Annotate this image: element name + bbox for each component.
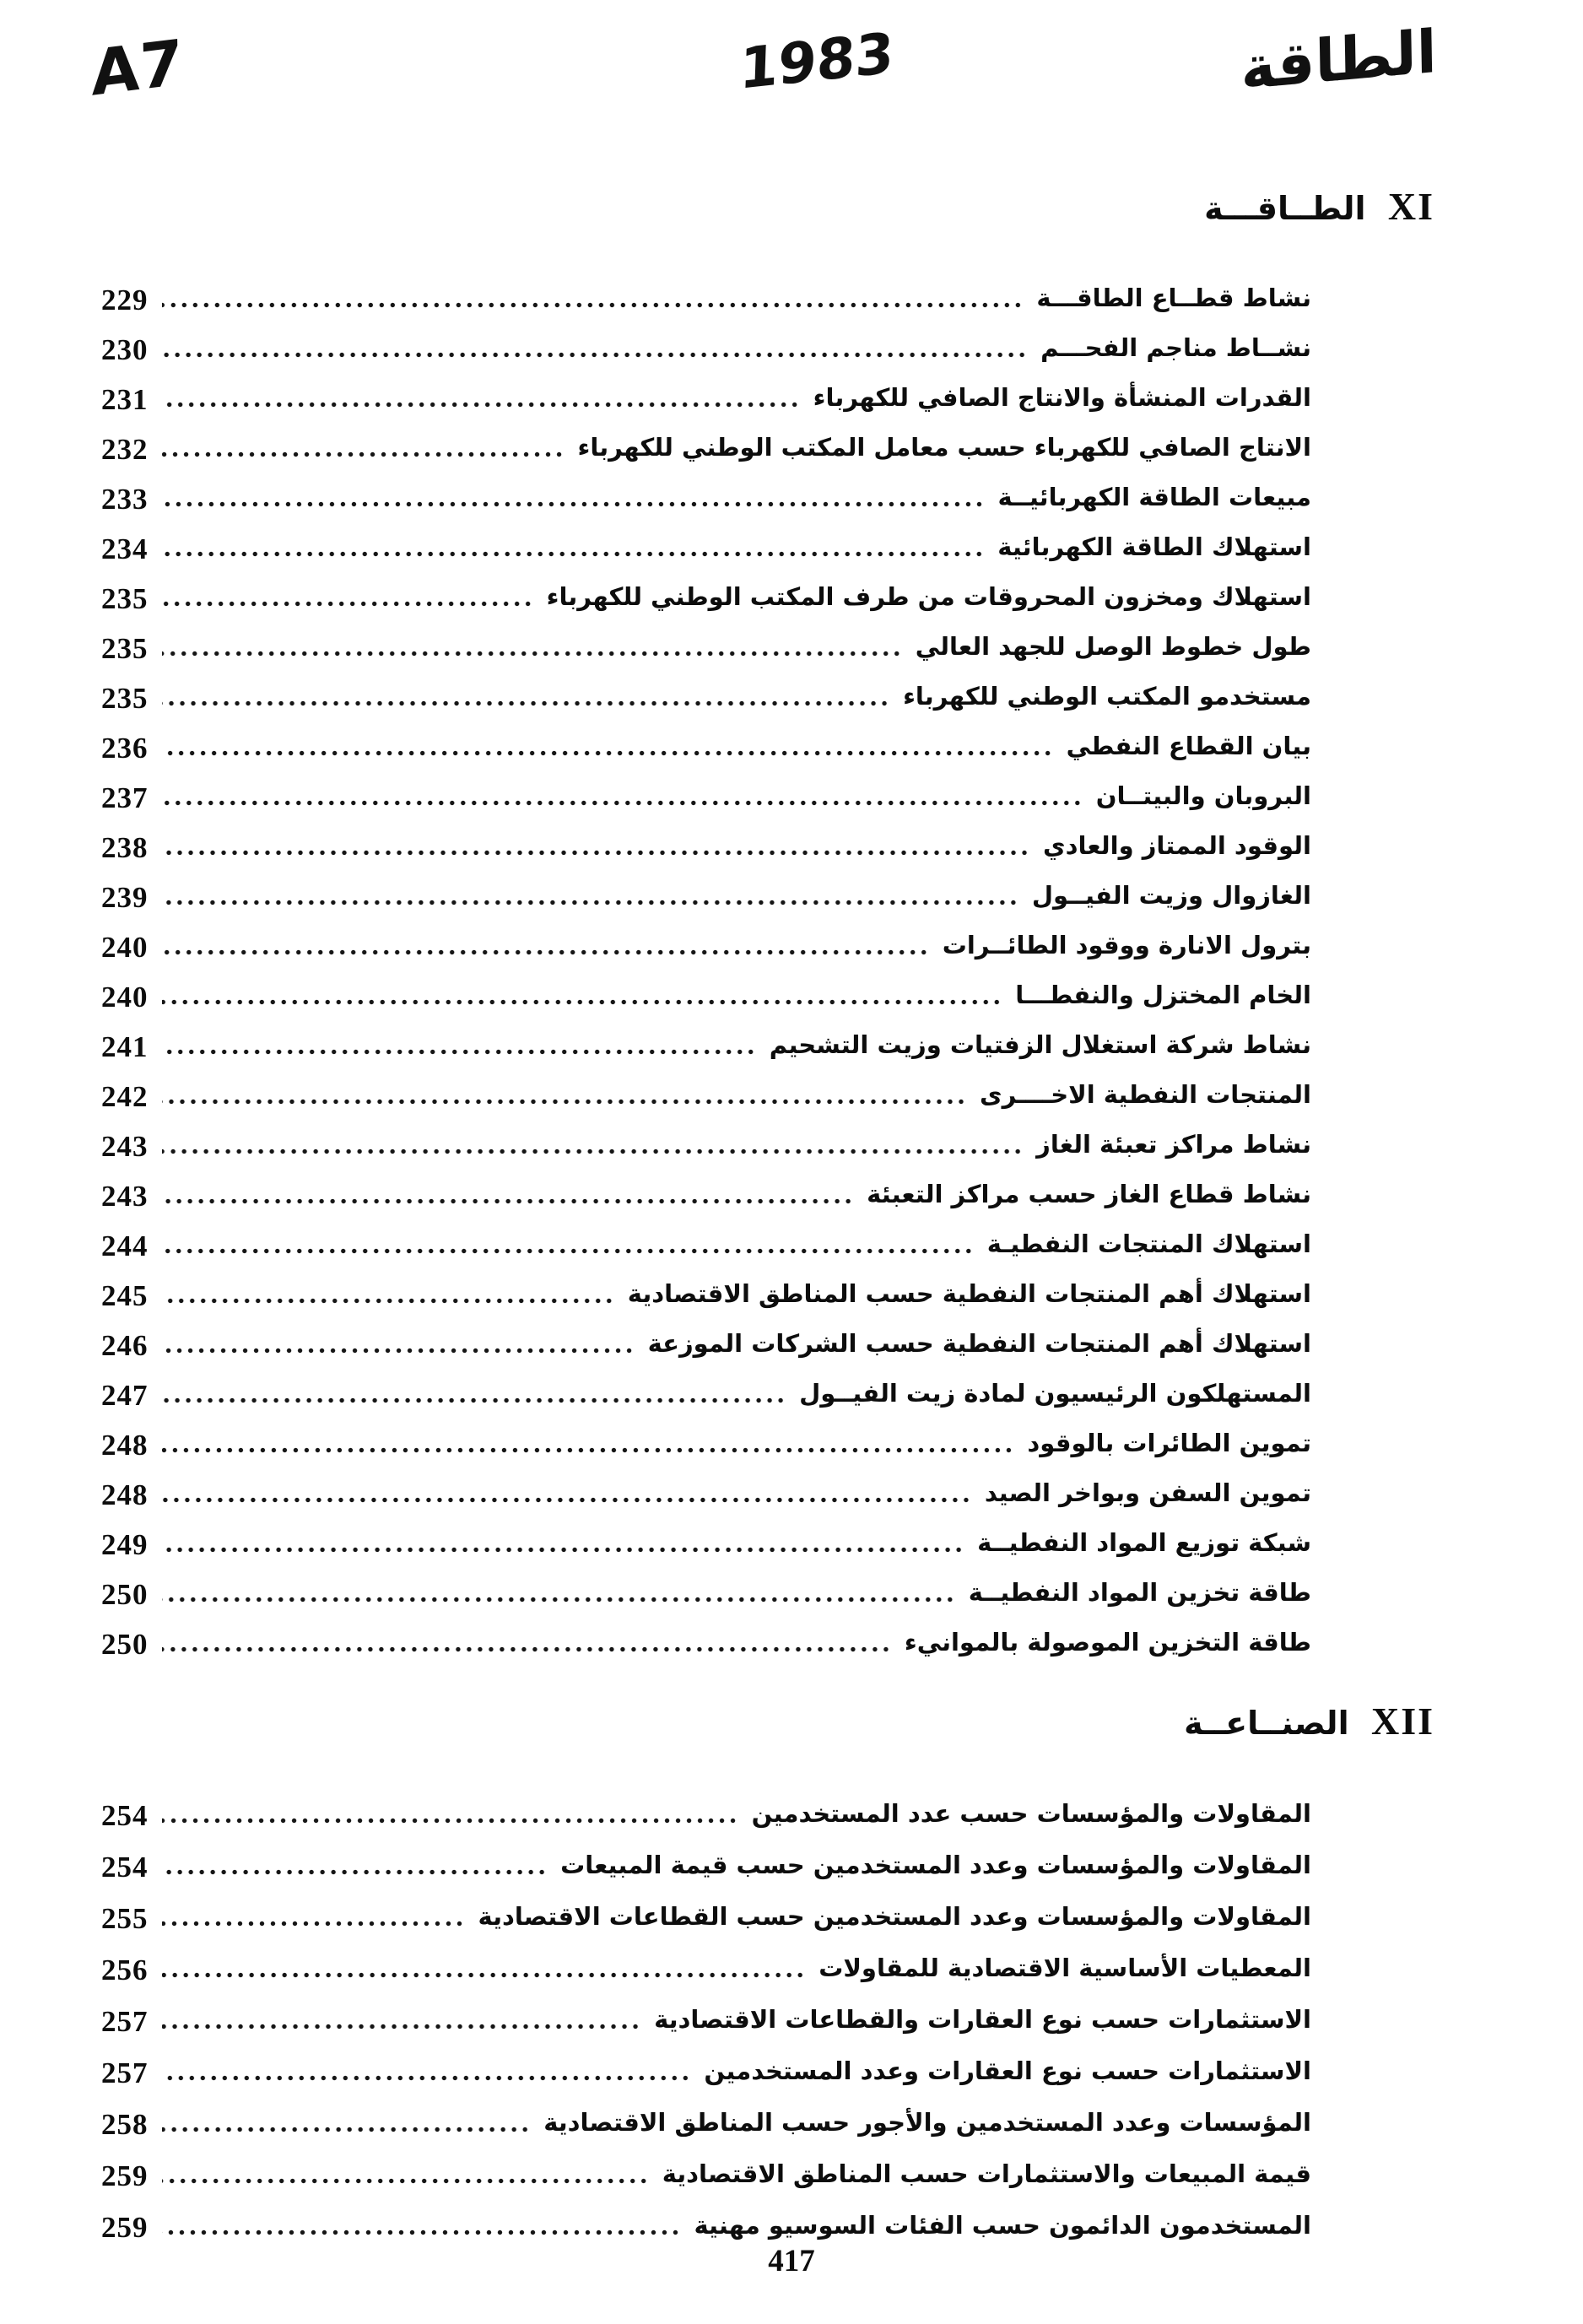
toc-entry-row xyxy=(101,1069,1311,1119)
toc-entry-title: نشــاط مناجم الفحـــم xyxy=(1040,332,1311,362)
toc-entry-page-number: 231 xyxy=(101,382,149,416)
section-entries xyxy=(101,273,1434,1667)
dot-leader xyxy=(162,1099,967,1105)
toc-entry-row xyxy=(101,372,1311,422)
dot-leader xyxy=(162,601,533,607)
toc-entry-row xyxy=(101,1567,1311,1617)
toc-entry-row xyxy=(101,1268,1311,1318)
toc-entry-title: المقاولات والمؤسسات حسب عدد المستخدمين xyxy=(751,1798,1311,1828)
toc-entry-row xyxy=(101,721,1311,770)
toc-entry-title: قيمة المبيعات والاستثمارات حسب المناطق الاقتصادية xyxy=(662,2159,1311,2188)
toc-entry-title: نشاط قطــاع الطاقـــة xyxy=(1036,283,1311,312)
section-title: الطــاقـــة xyxy=(1204,190,1366,227)
toc-entry-title: المقاولات والمؤسسات وعدد المستخدمين حسب القطاعات الاقتصادية xyxy=(478,1901,1311,1931)
toc-entry-row xyxy=(101,621,1311,671)
toc-entry-row xyxy=(101,1119,1311,1169)
dot-leader xyxy=(162,1198,854,1204)
dot-leader xyxy=(162,1397,786,1403)
dot-leader xyxy=(162,352,1028,358)
toc-entry-title: الاستثمارات حسب نوع العقارات وعدد المستخدمين xyxy=(704,2056,1311,2085)
toc-entry-title: المقاولات والمؤسسات وعدد المستخدمين حسب قيمة المبيعات xyxy=(560,1850,1311,1879)
dot-leader xyxy=(162,402,800,408)
toc-entry-title: طاقة تخزين المواد النفطيــة xyxy=(968,1577,1311,1607)
section-roman-numeral: XI xyxy=(1387,185,1434,228)
toc-entry-title: استهلاك أهم المنتجات النفطية حسب الشركات الموزعة xyxy=(647,1328,1311,1358)
toc-entry-row xyxy=(101,322,1311,372)
toc-entry-title: الغازوال وزيت الفيــول xyxy=(1031,880,1311,910)
toc-entry-title: استهلاك الطاقة الكهربائية xyxy=(997,532,1311,561)
dot-leader xyxy=(162,1497,971,1503)
dot-leader xyxy=(162,1547,964,1553)
toc-entry-title: استهلاك ومخزون المحروقات من طرف المكتب الوطني للكهرباء xyxy=(546,581,1311,611)
toc-entry-page-number: 232 xyxy=(101,432,149,466)
toc-entry-page-number: 237 xyxy=(101,781,149,814)
toc-entry-row xyxy=(101,920,1311,970)
section-roman-numeral: XII xyxy=(1370,1700,1434,1743)
dot-leader xyxy=(162,850,1030,856)
toc-entry-row xyxy=(101,770,1311,820)
toc-entry-page-number: 254 xyxy=(101,1850,149,1884)
toc-entry-page-number: 247 xyxy=(101,1378,149,1412)
toc-entry-page-number: 230 xyxy=(101,332,149,366)
dot-leader xyxy=(162,1248,974,1254)
toc-entry-row xyxy=(101,1019,1311,1069)
toc-entry-row xyxy=(101,1942,1311,1993)
toc-entry-title: نشاط قطاع الغاز حسب مراكز التعبئة xyxy=(867,1179,1311,1208)
section-heading xyxy=(101,184,1434,229)
toc-entry-title: البروبان والبيتــان xyxy=(1095,781,1311,810)
dot-leader xyxy=(162,1818,738,1824)
toc-entry-page-number: 240 xyxy=(101,930,149,964)
handwritten-annotation-right: الطاقة xyxy=(1240,16,1438,104)
toc-entry-title: القدرات المنشأة والانتاج الصافي للكهرباء xyxy=(813,382,1311,412)
dot-leader xyxy=(162,1921,465,1927)
dot-leader xyxy=(162,651,902,657)
toc-entry-row xyxy=(101,671,1311,721)
toc-entry-page-number: 243 xyxy=(101,1129,149,1163)
dot-leader xyxy=(162,1148,1024,1154)
toc-entry-page-number: 249 xyxy=(101,1527,149,1561)
toc-section xyxy=(101,184,1434,1667)
toc-entry-title: مبيعات الطاقة الكهربائيــة xyxy=(997,482,1311,511)
toc-entry-page-number: 234 xyxy=(101,532,149,565)
toc-entry-title: استهلاك المنتجات النفطيـة xyxy=(986,1229,1311,1258)
dot-leader xyxy=(162,900,1018,905)
toc-entry-row xyxy=(101,1169,1311,1219)
toc-entry-row xyxy=(101,571,1311,621)
toc-entry-page-number: 248 xyxy=(101,1428,149,1462)
section-entries xyxy=(101,1787,1434,2251)
toc-entry-row xyxy=(101,1467,1311,1517)
toc-entry-row xyxy=(101,820,1311,870)
toc-entry-page-number: 235 xyxy=(101,631,149,665)
dot-leader xyxy=(162,1646,891,1652)
dot-leader xyxy=(162,949,929,955)
toc-entry-title: المعطيات الأساسية الاقتصادية للمقاولات xyxy=(819,1953,1311,1982)
dot-leader xyxy=(162,700,890,706)
dot-leader xyxy=(162,800,1083,806)
dot-leader xyxy=(162,1597,955,1602)
dot-leader xyxy=(162,501,985,507)
toc-entry-row xyxy=(101,870,1311,920)
toc-entry-page-number: 243 xyxy=(101,1179,149,1213)
toc-sections xyxy=(101,184,1434,2251)
toc-entry-title: بيان القطاع النفطي xyxy=(1066,731,1311,760)
toc-section xyxy=(101,1699,1434,2251)
dot-leader xyxy=(162,302,1024,308)
toc-entry-row xyxy=(101,2148,1311,2199)
toc-entry-row xyxy=(101,273,1311,322)
toc-entry-title: تموين السفن وبواخر الصيد xyxy=(984,1478,1311,1507)
toc-entry-page-number: 254 xyxy=(101,1798,149,1832)
toc-entry-row xyxy=(101,472,1311,522)
dot-leader xyxy=(162,1348,635,1354)
dot-leader xyxy=(162,2229,681,2235)
toc-entry-title: الاستثمارات حسب نوع العقارات والقطاعات الاقتصادية xyxy=(654,2004,1311,2034)
toc-entry-title: المنتجات النفطية الاخــــرى xyxy=(980,1079,1311,1109)
dot-leader xyxy=(162,1447,1014,1453)
toc-entry-page-number: 259 xyxy=(101,2159,149,2192)
toc-entry-page-number: 242 xyxy=(101,1079,149,1113)
toc-entry-row xyxy=(101,1617,1311,1667)
toc-entry-row xyxy=(101,1219,1311,1268)
toc-entry-title: الخام المختزل والنفطـــا xyxy=(1015,980,1311,1009)
toc-entry-title: نشاط شركة استغلال الزفتيات وزيت التشحيم xyxy=(769,1030,1311,1059)
toc-entry-title: المستخدمون الدائمون حسب الفئات السوسيو مهنية xyxy=(694,2210,1311,2240)
section-title: الصنــاعــة xyxy=(1184,1705,1349,1742)
toc-entry-page-number: 240 xyxy=(101,980,149,1013)
dot-leader xyxy=(162,1869,548,1875)
toc-entry-page-number: 255 xyxy=(101,1901,149,1935)
dot-leader xyxy=(162,999,1002,1005)
section-heading xyxy=(101,1699,1434,1743)
dot-leader xyxy=(162,551,985,557)
toc-entry-row xyxy=(101,1368,1311,1418)
dot-leader xyxy=(162,2075,691,2081)
toc-entry-page-number: 238 xyxy=(101,830,149,864)
toc-entry-row xyxy=(101,522,1311,571)
toc-entry-page-number: 250 xyxy=(101,1577,149,1611)
page-number: 417 xyxy=(768,2244,815,2278)
toc-entry-page-number: 233 xyxy=(101,482,149,516)
toc-entry-page-number: 241 xyxy=(101,1030,149,1063)
toc-entry-row xyxy=(101,2045,1311,2096)
toc-entry-page-number: 257 xyxy=(101,2004,149,2038)
toc-entry-row xyxy=(101,1517,1311,1567)
toc-entry-page-number: 259 xyxy=(101,2210,149,2244)
toc-entry-title: المستهلكون الرئيسيون لمادة زيت الفيــول xyxy=(799,1378,1311,1408)
toc-entry-page-number: 229 xyxy=(101,283,149,316)
dot-leader xyxy=(162,1049,756,1055)
dot-leader xyxy=(162,1298,614,1304)
dot-leader xyxy=(162,451,565,457)
toc-entry-title: الانتاج الصافي للكهرباء حسب معامل المكتب الوطني للكهرباء xyxy=(577,432,1311,462)
toc-entry-title: تموين الطائرات بالوقود xyxy=(1027,1428,1311,1457)
toc-entry-row xyxy=(101,2096,1311,2148)
toc-entry-title: مستخدمو المكتب الوطني للكهرباء xyxy=(903,681,1311,711)
toc-entry-title: شبكة توزيع المواد النفطيــة xyxy=(977,1527,1311,1557)
toc-entry-title: طول خطوط الوصل للجهد العالي xyxy=(915,631,1311,661)
toc-entry-title: استهلاك أهم المنتجات النفطية حسب المناطق الاقتصادية xyxy=(627,1278,1311,1308)
toc-entry-page-number: 245 xyxy=(101,1278,149,1312)
toc-entry-row xyxy=(101,1890,1311,1942)
toc-entry-page-number: 258 xyxy=(101,2107,149,2141)
handwritten-annotation-left: A7 xyxy=(90,26,184,111)
dot-leader xyxy=(162,1972,806,1978)
toc-entry-page-number: 248 xyxy=(101,1478,149,1511)
dot-leader xyxy=(162,2127,531,2132)
toc-entry-row xyxy=(101,1839,1311,1890)
toc-entry-page-number: 244 xyxy=(101,1229,149,1262)
toc-entry-title: بترول الانارة ووقود الطائــرات xyxy=(942,930,1311,959)
toc-entry-page-number: 239 xyxy=(101,880,149,914)
toc-entry-page-number: 256 xyxy=(101,1953,149,1986)
toc-entry-row xyxy=(101,1318,1311,1368)
toc-entry-row xyxy=(101,1993,1311,2045)
toc-entry-title: نشاط مراكز تعبئة الغاز xyxy=(1036,1129,1311,1159)
toc-entry-page-number: 235 xyxy=(101,681,149,715)
toc-entry-page-number: 246 xyxy=(101,1328,149,1362)
toc-entry-page-number: 236 xyxy=(101,731,149,765)
toc-entry-title: الوقود الممتاز والعادي xyxy=(1043,830,1311,860)
handwritten-annotation-year: 1983 xyxy=(738,20,895,102)
toc-entry-row xyxy=(101,1418,1311,1467)
dot-leader xyxy=(162,2178,649,2184)
toc-entry-row xyxy=(101,970,1311,1019)
dot-leader xyxy=(162,2024,641,2029)
toc-entry-row xyxy=(101,422,1311,472)
toc-entry-row xyxy=(101,1787,1311,1839)
toc-entry-page-number: 235 xyxy=(101,581,149,615)
toc-entry-title: المؤسسات وعدد المستخدمين والأجور حسب المناطق الاقتصادية xyxy=(543,2107,1311,2137)
toc-entry-title: طاقة التخزين الموصولة بالموانيء xyxy=(904,1627,1311,1657)
toc-entry-page-number: 257 xyxy=(101,2056,149,2089)
dot-leader xyxy=(162,750,1053,756)
toc-entry-page-number: 250 xyxy=(101,1627,149,1661)
